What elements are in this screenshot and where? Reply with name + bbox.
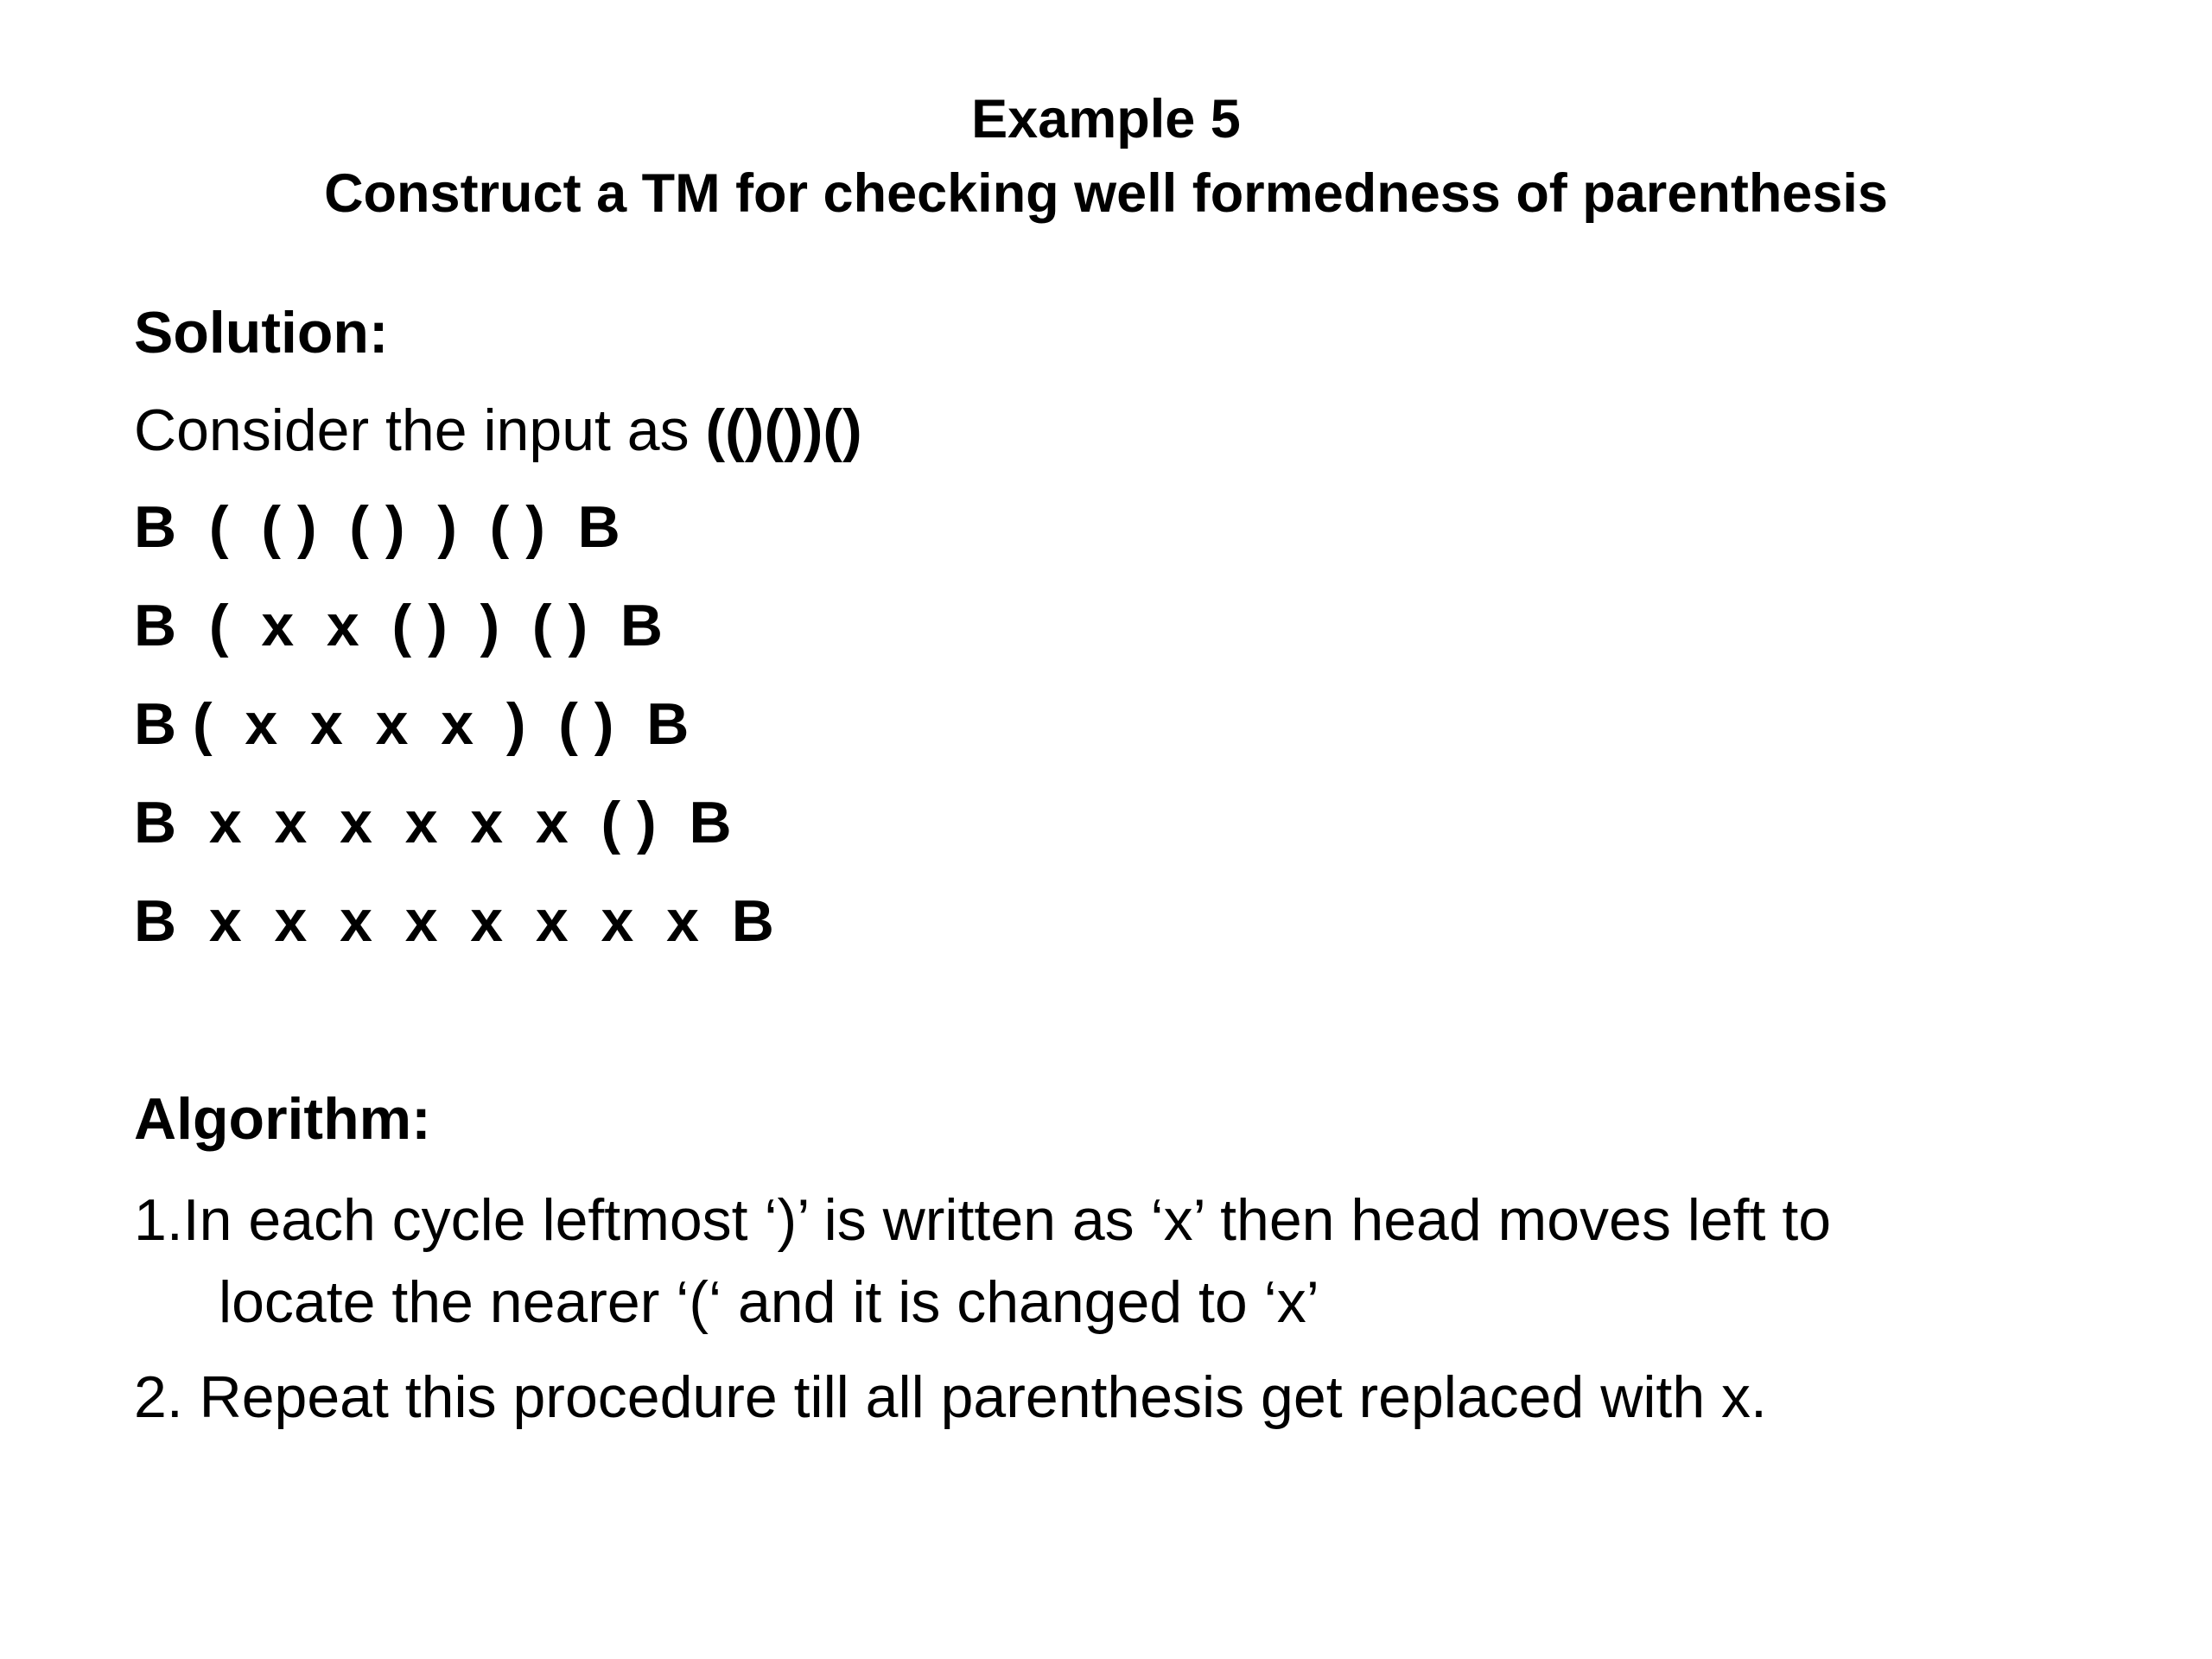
title-line-1: Example 5 — [971, 89, 1241, 149]
step-1-line-1: 1.In each cycle leftmost ‘)’ is written as ‘x’ then head moves left to — [134, 1187, 1832, 1253]
input-value: (()())() — [705, 397, 862, 463]
intro-text: Consider the input as — [134, 397, 706, 463]
algorithm-steps — [134, 1179, 2121, 1439]
tape-row: B ( ( ) ( ) ) ( ) B — [134, 494, 620, 560]
tape-trace — [134, 493, 774, 985]
input-intro — [134, 396, 862, 465]
tape-row: B x x x x x x x x B — [134, 888, 774, 954]
algorithm-step-2: 2. Repeat this procedure till all parenthesis get replaced with x. — [134, 1364, 1767, 1430]
tape-row: B ( x x x x ) ( ) B — [134, 691, 690, 757]
algorithm-step-1 — [134, 1179, 2121, 1344]
tape-row: B x x x x x x ( ) B — [134, 790, 732, 855]
algorithm-heading: Algorithm: — [134, 1086, 431, 1152]
solution-heading: Solution: — [134, 300, 389, 365]
step-1-line-2: locate the nearer ‘(‘ and it is changed to ‘x’ — [219, 1269, 1319, 1335]
tape-row: B ( x x ( ) ) ( ) B — [134, 593, 663, 658]
slide-title — [0, 82, 2212, 231]
title-line-2: Construct a TM for checking well formedness of parenthesis — [324, 163, 1888, 224]
